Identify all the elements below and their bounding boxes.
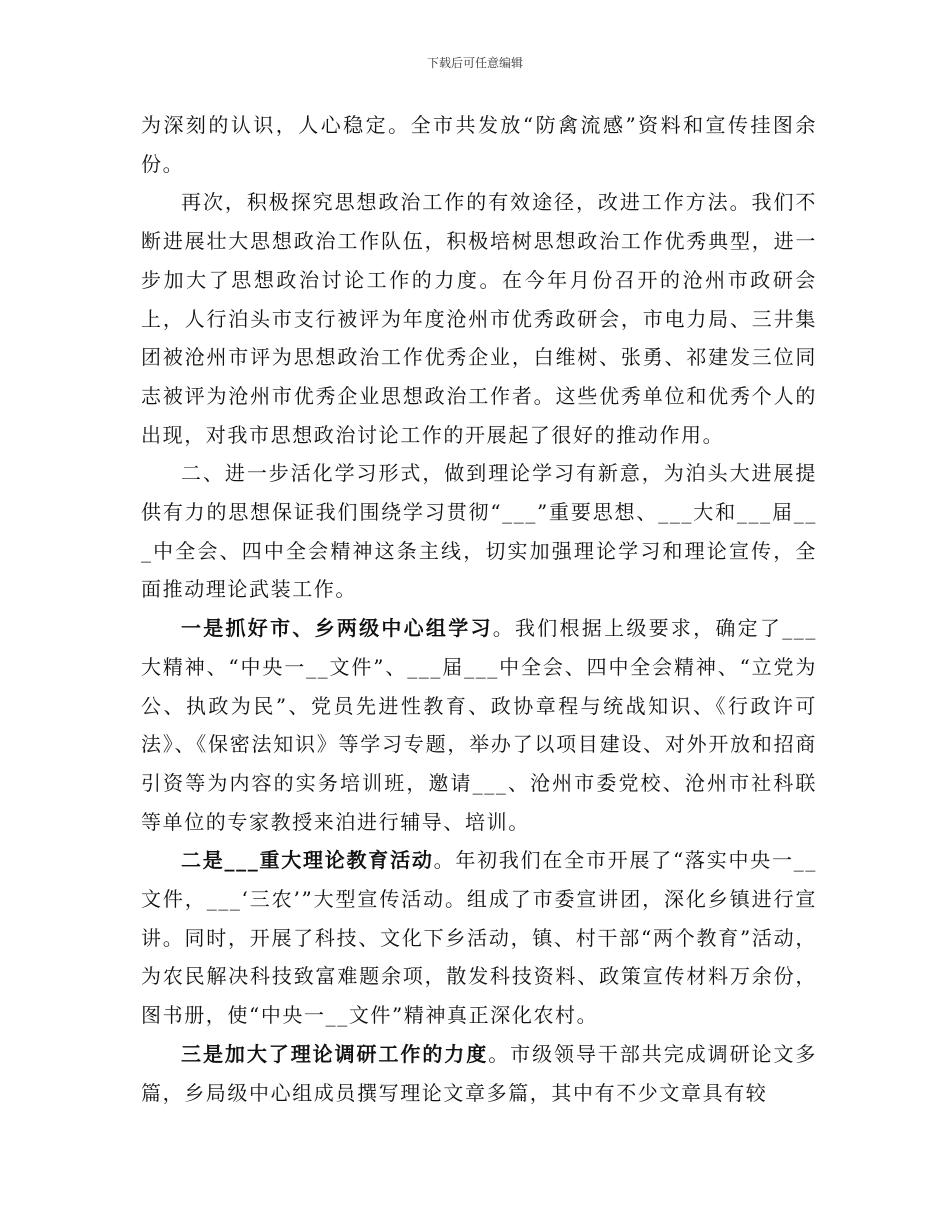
paragraph-text: 。市级领导干部共完成调研论文多篇，乡局级中心组成员撰写理论文章多篇，其中有不少文章具有较 — [141, 1041, 817, 1105]
paragraph-text: 。我们根据上级要求，确定了___大精神、“中央一__文件”、___届___中全会、四中全会精神、“立党为公、执政为民”、党员先进性教育、政协章程与统战知识、《行政许可法》、《保密法知识》等学习专题，举办了以项目建设、对外开放和招商引资等为内容的实务培训班，邀请___、沧州市委党校、沧州市社科联等单位的专家教授来泊进行辅导、培训。 — [141, 616, 817, 834]
paragraph-point-two — [141, 841, 817, 1035]
document-body — [141, 106, 817, 1112]
paragraph-text: 再次，积极探究思想政治工作的有效途径，改进工作方法。我们不断进展壮大思想政治工作队伍，积极培树思想政治工作优秀典型，进一步加大了思想政治讨论工作的力度。在今年月份召开的沧州市政研会上，人行泊头市支行被评为年度沧州市优秀政研会，市电力局、三井集团被沧州市评为思想政治工作优秀企业，白维树、张勇、祁建发三位同志被评为沧州市优秀企业思想政治工作者。这些优秀单位和优秀个人的出现，对我市思想政治讨论工作的开展起了很好的推动作用。 — [141, 190, 817, 447]
paragraph-methods — [141, 183, 817, 454]
paragraph-lead: 一是抓好市、乡两级中心组学习 — [181, 616, 493, 641]
paragraph-continuation — [141, 106, 817, 183]
paragraph-point-one — [141, 609, 817, 841]
paragraph-text: 。年初我们在全市开展了“落实中央一__文件，___‘三农’”大型宣传活动。组成了市委宣讲团，深化乡镇进行宣讲。同时，开展了科技、文化下乡活动，镇、村干部“两个教育”活动，为农民解决科技致富难题余项，散发科技资料、政策宣传材料万余份，图书册，使“中央一__文件”精神真正深化农村。 — [141, 848, 817, 1028]
header-note: 下载后可任意编辑 — [426, 56, 523, 70]
paragraph-text: 二、进一步活化学习形式，做到理论学习有新意，为泊头大进展提供有力的思想保证我们围绕学习贯彻“___”重要思想、___大和___届___中全会、四中全会精神这条主线，切实加强理论学习和理论宣传，全面推动理论武装工作。 — [141, 461, 817, 602]
paragraph-lead: 二是___重大理论教育活动 — [181, 848, 434, 873]
paragraph-point-three — [141, 1035, 817, 1112]
paragraph-lead: 三是加大了理论调研工作的力度 — [181, 1041, 489, 1066]
paragraph-section-two — [141, 454, 817, 609]
paragraph-text: 为深刻的认识，人心稳定。全市共发放“防禽流感”资料和宣传挂图余份。 — [141, 113, 817, 176]
